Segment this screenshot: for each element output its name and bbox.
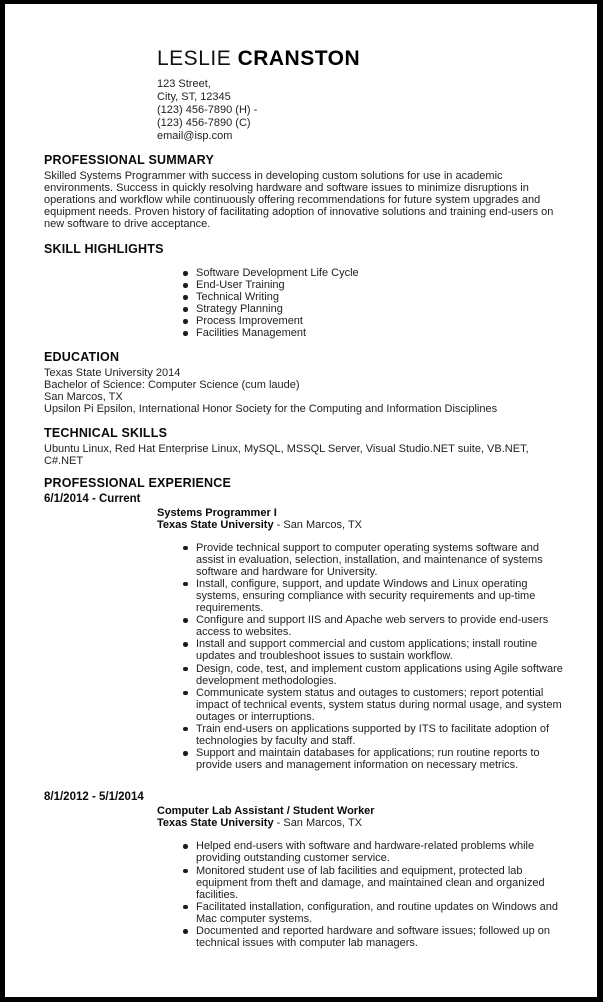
job-duty-item: Documented and reported hardware and software issues; followed up on technical issues with computer lab managers. bbox=[196, 925, 564, 949]
job-employer: Texas State University bbox=[157, 518, 274, 531]
job-title: Computer Lab Assistant / Student Worker bbox=[157, 805, 375, 818]
job-duty-item: Facilitated installation, configuration, and routine updates on Windows and Mac computer systems. bbox=[196, 901, 564, 925]
contact-line: City, ST, 12345 bbox=[157, 91, 231, 103]
job-entry-lab-assistant bbox=[44, 791, 564, 949]
job-entry-systems-programmer bbox=[44, 493, 564, 772]
job-employer: Texas State University bbox=[157, 817, 274, 830]
job-employer-line bbox=[157, 519, 564, 531]
job-duty-item: Support and maintain databases for applications; run routine reports to provide users and management information on necessary metrics. bbox=[196, 747, 564, 771]
education-line: San Marcos, TX bbox=[44, 390, 123, 403]
education-line: Bachelor of Science: Computer Science (cum laude) bbox=[44, 378, 300, 391]
job-duty-item: Helped end-users with software and hardware-related problems while providing outstanding customer service. bbox=[196, 840, 564, 864]
contact-line: (123) 456-7890 (H) - bbox=[157, 104, 258, 116]
job-duties-list bbox=[157, 840, 564, 949]
job-duty-item: Provide technical support to computer operating systems software and assist in evaluation, selection, installation, and maintenance of systems software and hardware for University. bbox=[196, 542, 564, 578]
education-line: Upsilon Pi Epsilon, International Honor Society for the Computing and Information Disciplines bbox=[44, 402, 498, 415]
candidate-last-name: CRANSTON bbox=[237, 47, 361, 70]
summary-text: Skilled Systems Programmer with success in developing custom solutions for use in academic environments. Success in quickly resolving hardware and software issues to minimize disruptions in operations and workflow while continuously offering recommendations for future system upgrades and equipment needs. Proven history of facilitating adoption of innovative solutions and training end-users on new software to drive acceptance. bbox=[44, 170, 554, 230]
experience-heading: PROFESSIONAL EXPERIENCE bbox=[44, 475, 232, 490]
job-dates: 8/1/2012 - 5/1/2014 bbox=[44, 791, 144, 804]
job-location: - San Marcos, TX bbox=[273, 817, 363, 830]
job-duty-item: Communicate system status and outages to customers; report potential impact of technical events, system status during normal usage, and system outages or interruptions. bbox=[196, 687, 564, 723]
candidate-first-name: LESLIE bbox=[157, 47, 232, 70]
section-education bbox=[44, 350, 564, 415]
skill-item: Technical Writing bbox=[196, 291, 564, 303]
education-line: Texas State University 2014 bbox=[44, 366, 181, 379]
job-duty-item: Install and support commercial and custom applications; install routine updates and troubleshoot issues to sustain workflow. bbox=[196, 638, 564, 662]
education-details bbox=[44, 367, 564, 415]
job-duty-item: Design, code, test, and implement custom applications using Agile software development methodologies. bbox=[196, 662, 563, 687]
summary-heading: PROFESSIONAL SUMMARY bbox=[44, 153, 214, 167]
contact-line: 123 Street, bbox=[157, 78, 211, 90]
job-duties-list bbox=[157, 542, 564, 772]
skill-item: Software Development Life Cycle bbox=[196, 267, 564, 279]
skill-item: Facilities Management bbox=[196, 327, 564, 339]
job-duty-item: Configure and support IIS and Apache web servers to provide end-users access to websites. bbox=[196, 614, 564, 638]
contact-line: email@isp.com bbox=[157, 130, 233, 142]
education-heading: EDUCATION bbox=[44, 349, 120, 364]
skill-item: Process Improvement bbox=[196, 315, 564, 327]
skills-heading: SKILL HIGHLIGHTS bbox=[44, 242, 164, 256]
section-technical-skills bbox=[44, 426, 564, 467]
section-professional-experience bbox=[44, 476, 564, 950]
candidate-name bbox=[157, 47, 564, 71]
job-location: - San Marcos, TX bbox=[273, 518, 363, 531]
job-dates: 6/1/2014 - Current bbox=[44, 492, 141, 505]
resume-header bbox=[44, 47, 564, 143]
section-skill-highlights bbox=[44, 242, 564, 340]
skill-item: Strategy Planning bbox=[196, 303, 564, 315]
technical-skills-text: Ubuntu Linux, Red Hat Enterprise Linux, MySQL, MSSQL Server, Visual Studio.NET suite, VB.NET, C#.NET bbox=[44, 442, 529, 467]
job-employer-line bbox=[157, 817, 564, 829]
job-duty-item: Install, configure, support, and update Windows and Linux operating systems, ensuring compliance with security requirements and up-time requirements. bbox=[196, 578, 564, 614]
skill-item: End-User Training bbox=[196, 279, 564, 291]
job-title: Systems Programmer I bbox=[157, 506, 277, 519]
section-professional-summary bbox=[44, 153, 564, 230]
job-duty-item: Train end-users on applications supported by ITS to facilitate adoption of technologies by faculty and staff. bbox=[196, 723, 564, 747]
skills-list bbox=[44, 267, 564, 340]
contact-line: (123) 456-7890 (C) bbox=[157, 117, 251, 129]
job-title-block bbox=[157, 805, 564, 949]
job-duty-item: Monitored student use of lab facilities and equipment, protected lab equipment from theft and damage, and maintained clean and organized facilities. bbox=[196, 865, 564, 901]
job-title-block bbox=[157, 507, 564, 772]
resume-sheet bbox=[5, 4, 597, 997]
technical-skills-heading: TECHNICAL SKILLS bbox=[44, 425, 168, 440]
contact-block bbox=[157, 78, 564, 143]
